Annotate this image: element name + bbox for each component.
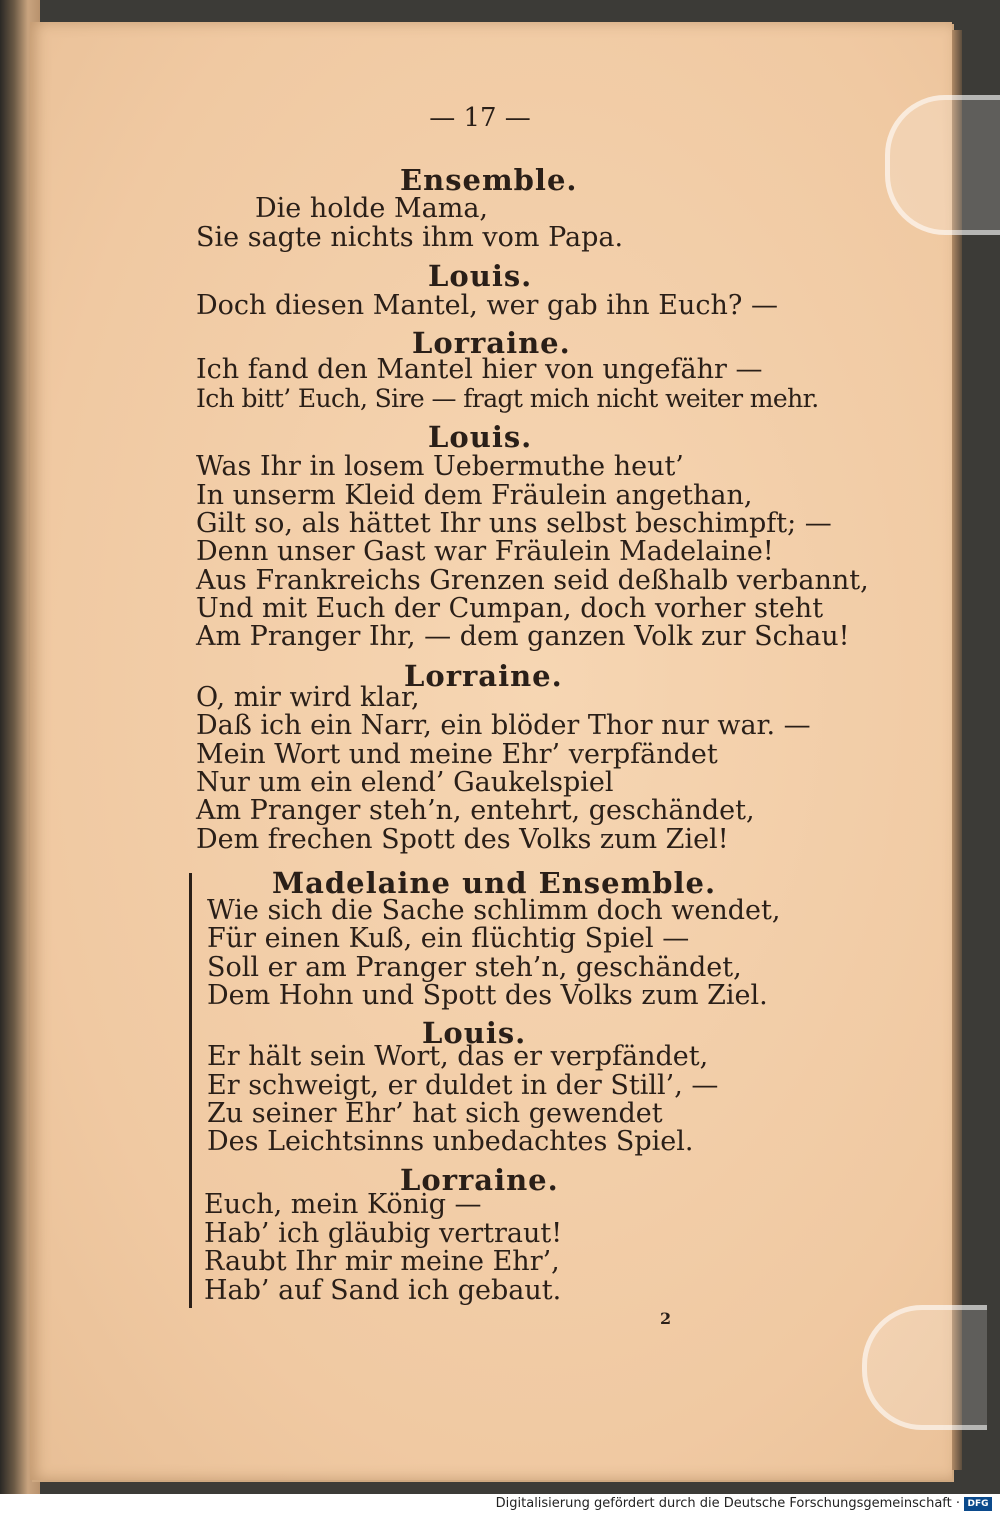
verse-line: In unserm Kleid dem Fräulein angethan, (196, 480, 753, 511)
verse-line: Daß ich ein Narr, ein blöder Thor nur war. — (196, 710, 811, 741)
verse-line: Und mit Euch der Cumpan, doch vorher steht (196, 593, 824, 624)
page-clip-bottom (862, 1305, 987, 1430)
verse-line: Wie sich die Sache schlimm doch wendet, (207, 895, 781, 926)
page-number: — 17 — (429, 103, 531, 133)
dfg-logo: DFG (964, 1497, 992, 1511)
verse-line: Zu seiner Ehr’ hat sich gewendet (207, 1098, 663, 1129)
speaker-heading: Ensemble. (400, 163, 578, 197)
verse-line: Sie sagte nichts ihm vom Papa. (196, 222, 624, 253)
verse-line: Am Pranger steh’n, entehrt, geschändet, (196, 795, 755, 826)
verse-line: Hab’ ich gläubig vertraut! (204, 1218, 563, 1249)
speaker-heading: Lorraine. (404, 659, 563, 693)
verse-line: Doch diesen Mantel, wer gab ihn Euch? — (196, 290, 778, 321)
speaker-heading: Madelaine und Ensemble. (272, 866, 717, 900)
speaker-heading: Louis. (422, 1016, 527, 1050)
verse-line: Gilt so, als hättet Ihr uns selbst beschimpft; — (196, 508, 832, 539)
verse-line: Euch, mein König — (204, 1189, 482, 1220)
verse-line: Ich bitt’ Euch, Sire — fragt mich nicht weiter mehr. (196, 384, 819, 413)
verse-line: Was Ihr in losem Uebermuthe heut’ (196, 451, 684, 482)
speaker-heading: Louis. (428, 420, 533, 454)
verse-line: Die holde Mama, (255, 193, 488, 224)
signature-mark: 2 (660, 1309, 672, 1328)
verse-line: Er hält sein Wort, das er verpfändet, (207, 1041, 709, 1072)
verse-line: O, mir wird klar, (196, 682, 420, 713)
verse-line: Am Pranger Ihr, — dem ganzen Volk zur Schau! (196, 621, 850, 652)
verse-line: Raubt Ihr mir meine Ehr’, (204, 1246, 560, 1277)
verse-line: Dem Hohn und Spott des Volks zum Ziel. (207, 980, 768, 1011)
verse-line: Dem frechen Spott des Volks zum Ziel! (196, 824, 729, 855)
bracket-line (189, 873, 202, 1308)
verse-line: Des Leichtsinns unbedachtes Spiel. (207, 1126, 694, 1157)
verse-line: Denn unser Gast war Fräulein Madelaine! (196, 536, 774, 567)
verse-line: Ich fand den Mantel hier von ungefähr — (196, 354, 763, 385)
verse-line: Er schweigt, er duldet in der Still’, — (207, 1070, 719, 1101)
verse-line: Nur um ein elend’ Gaukelspiel (196, 767, 614, 798)
verse-line: Soll er am Pranger steh’n, geschändet, (207, 952, 742, 983)
verse-line: Mein Wort und meine Ehr’ verpfändet (196, 739, 718, 770)
right-page-edge (952, 30, 962, 1470)
speaker-heading: Lorraine. (412, 326, 571, 360)
speaker-heading: Louis. (428, 259, 533, 293)
verse-line: Aus Frankreichs Grenzen seid deßhalb verbannt, (196, 565, 869, 596)
verse-line: Für einen Kuß, ein flüchtig Spiel — (207, 923, 690, 954)
speaker-heading: Lorraine. (400, 1163, 559, 1197)
verse-line: Hab’ auf Sand ich gebaut. (204, 1275, 562, 1306)
funding-credit: Digitalisierung gefördert durch die Deutsche Forschungsgemeinschaft · (495, 1496, 960, 1511)
